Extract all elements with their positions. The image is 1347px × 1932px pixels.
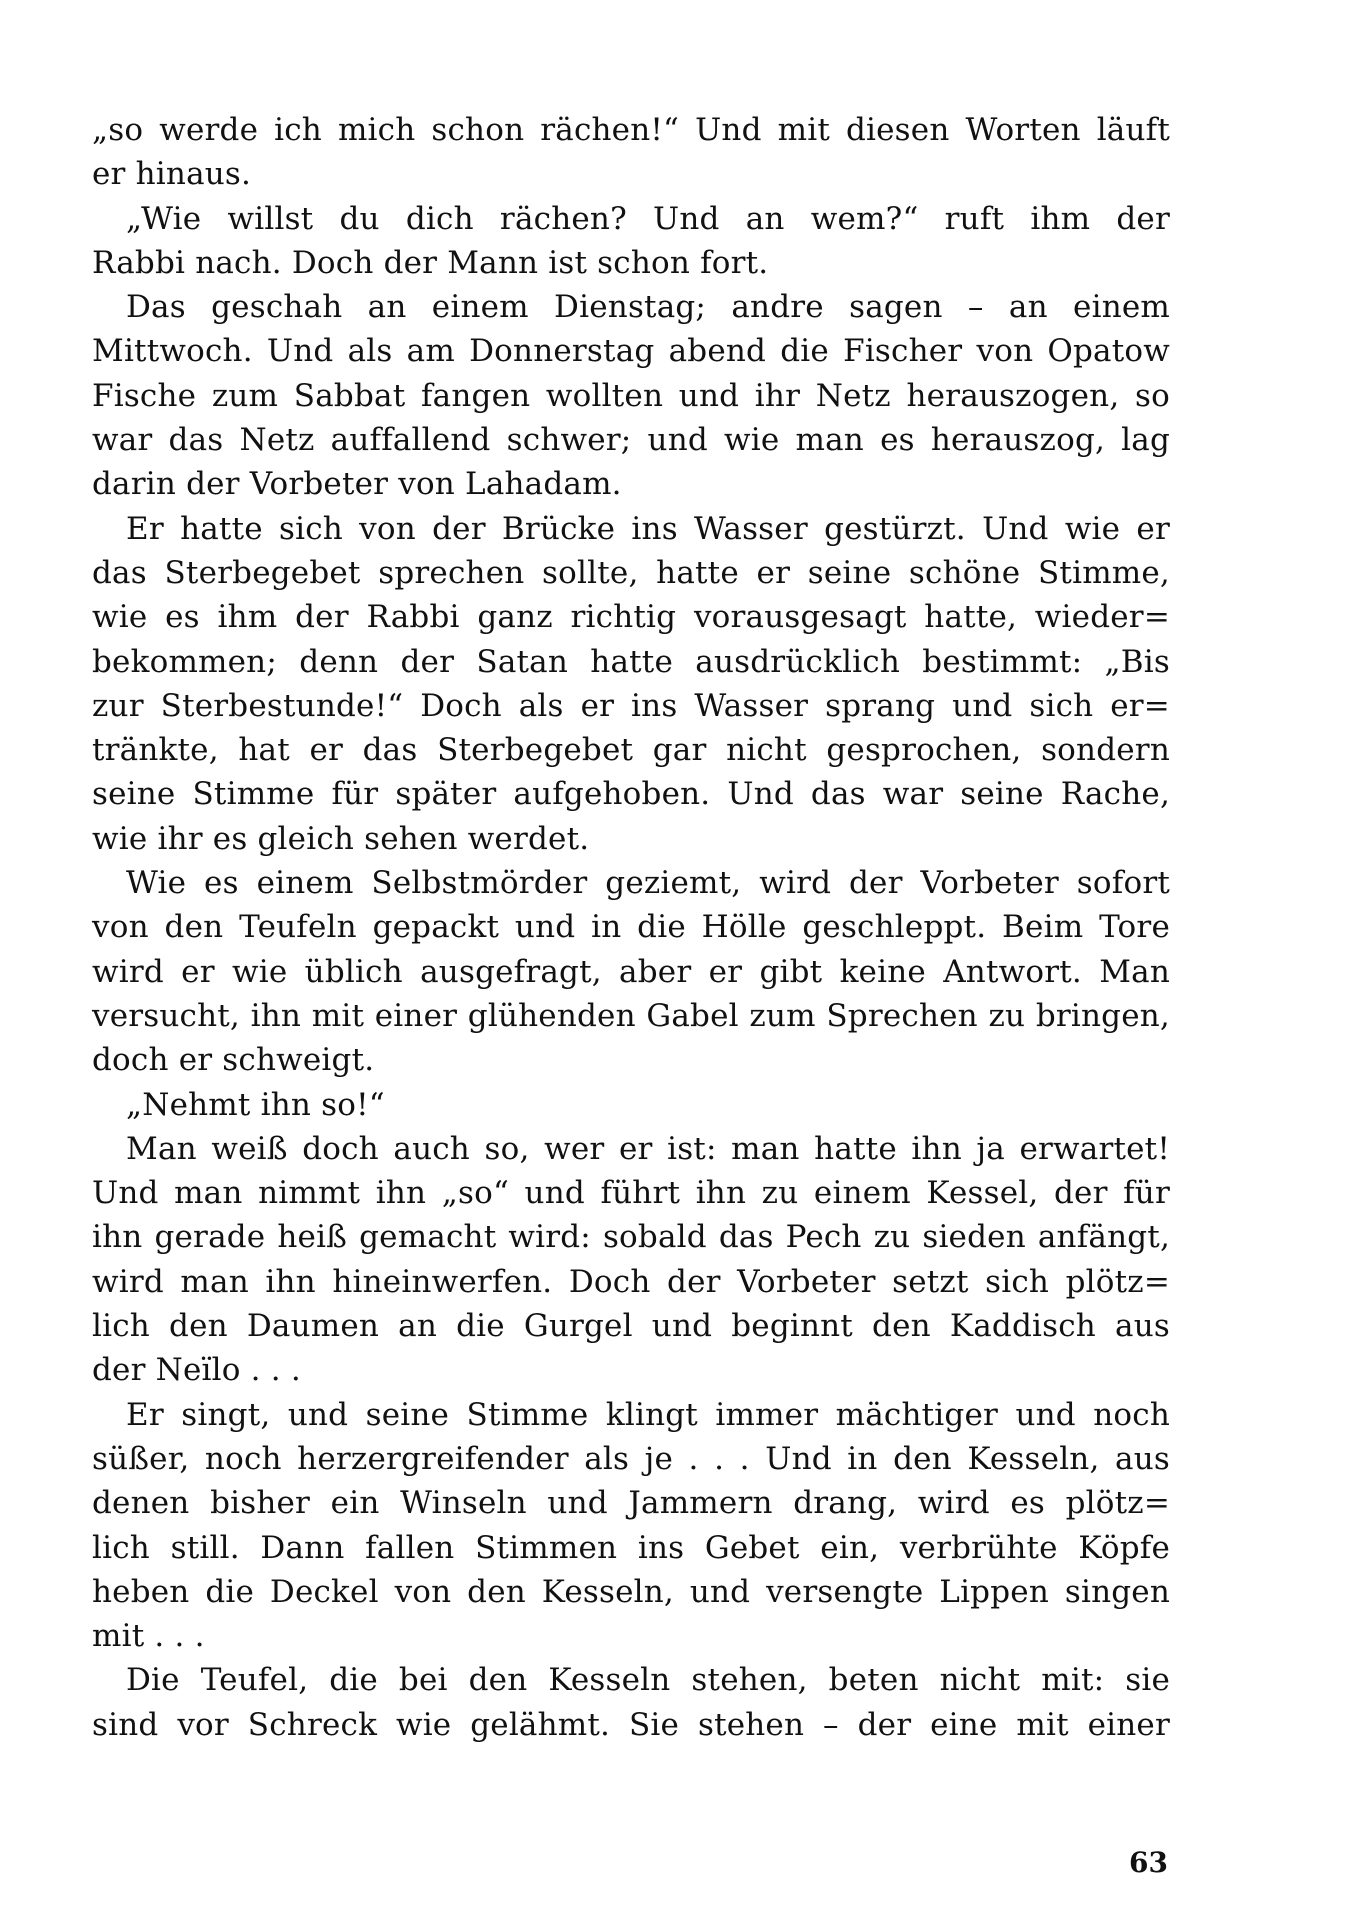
text-line: seine Stimme für später aufgehoben. Und das war seine Rache, <box>92 776 1170 813</box>
text-line: Die Teufel, die bei den Kesseln stehen, beten nicht mit: sie <box>126 1662 1170 1699</box>
text-line: Man weiß doch auch so, wer er ist: man hatte ihn ja erwartet! <box>126 1130 1170 1167</box>
text-line: heben die Deckel von den Kesseln, und versengte Lippen singen <box>92 1573 1170 1610</box>
text-line: wie es ihm der Rabbi ganz richtig vorausgesagt hatte, wieder= <box>92 599 1170 636</box>
text-line: bekommen; denn der Satan hatte ausdrücklich bestimmt: „Bis <box>92 643 1170 680</box>
text-line: wie ihr es gleich sehen werdet. <box>92 820 590 857</box>
text-line: sind vor Schreck wie gelähmt. Sie stehen – der eine mit einer <box>92 1706 1170 1743</box>
text-line: tränkte, hat er das Sterbegebet gar nicht gesprochen, sondern <box>92 732 1170 769</box>
text-line: wird er wie üblich ausgefragt, aber er gibt keine Antwort. Man <box>92 953 1170 990</box>
text-line: „Nehmt ihn so!“ <box>126 1086 385 1123</box>
text-line: Und man nimmt ihn „so“ und führt ihn zu einem Kessel, der für <box>92 1175 1170 1212</box>
text-line: Das geschah an einem Dienstag; andre sagen – an einem <box>126 289 1170 326</box>
text-line: der Neïlo . . . <box>92 1352 301 1389</box>
body-text <box>92 108 1170 1747</box>
text-line: lich still. Dann fallen Stimmen ins Gebet ein, verbrühte Köpfe <box>92 1529 1170 1566</box>
text-line: Rabbi nach. Doch der Mann ist schon fort. <box>92 244 769 281</box>
text-line: „Wie willst du dich rächen? Und an wem?“ ruft ihm der <box>126 200 1170 237</box>
text-line: Er hatte sich von der Brücke ins Wasser gestürzt. Und wie er <box>126 510 1170 547</box>
text-line: das Sterbegebet sprechen sollte, hatte er seine schöne Stimme, <box>92 554 1170 591</box>
text-line: ihn gerade heiß gemacht wird: sobald das Pech zu sieden anfängt, <box>92 1219 1170 1256</box>
text-line: versucht, ihn mit einer glühenden Gabel zum Sprechen zu bringen, <box>92 997 1170 1034</box>
text-line: mit . . . <box>92 1618 205 1655</box>
text-line: Mittwoch. Und als am Donnerstag abend die Fischer von Opatow <box>92 333 1170 370</box>
text-line: von den Teufeln gepackt und in die Hölle geschleppt. Beim Tore <box>92 909 1170 946</box>
text-line: wird man ihn hineinwerfen. Doch der Vorbeter setzt sich plötz= <box>92 1263 1170 1300</box>
text-line: „so werde ich mich schon rächen!“ Und mit diesen Worten läuft <box>92 112 1170 148</box>
text-line: Wie es einem Selbstmörder geziemt, wird der Vorbeter sofort <box>126 865 1170 902</box>
text-line: zur Sterbestunde!“ Doch als er ins Wasser sprang und sich er= <box>92 687 1170 724</box>
text-line: er hinaus. <box>92 156 252 193</box>
text-line: war das Netz auffallend schwer; und wie man es herauszog, lag <box>92 422 1170 459</box>
text-line: lich den Daumen an die Gurgel und beginnt den Kaddisch aus <box>92 1308 1170 1345</box>
text-line: Fische zum Sabbat fangen wollten und ihr Netz herauszogen, so <box>92 377 1170 414</box>
text-line: Er singt, und seine Stimme klingt immer mächtiger und noch <box>126 1396 1170 1433</box>
text-line: darin der Vorbeter von Lahadam. <box>92 466 622 503</box>
text-line: doch er schweigt. <box>92 1042 375 1079</box>
text-line: süßer, noch herzergreifender als je . . . Und in den Kesseln, aus <box>92 1440 1170 1477</box>
page-number: 63 <box>1129 1846 1168 1879</box>
text-line: denen bisher ein Winseln und Jammern drang, wird es plötz= <box>92 1485 1170 1522</box>
